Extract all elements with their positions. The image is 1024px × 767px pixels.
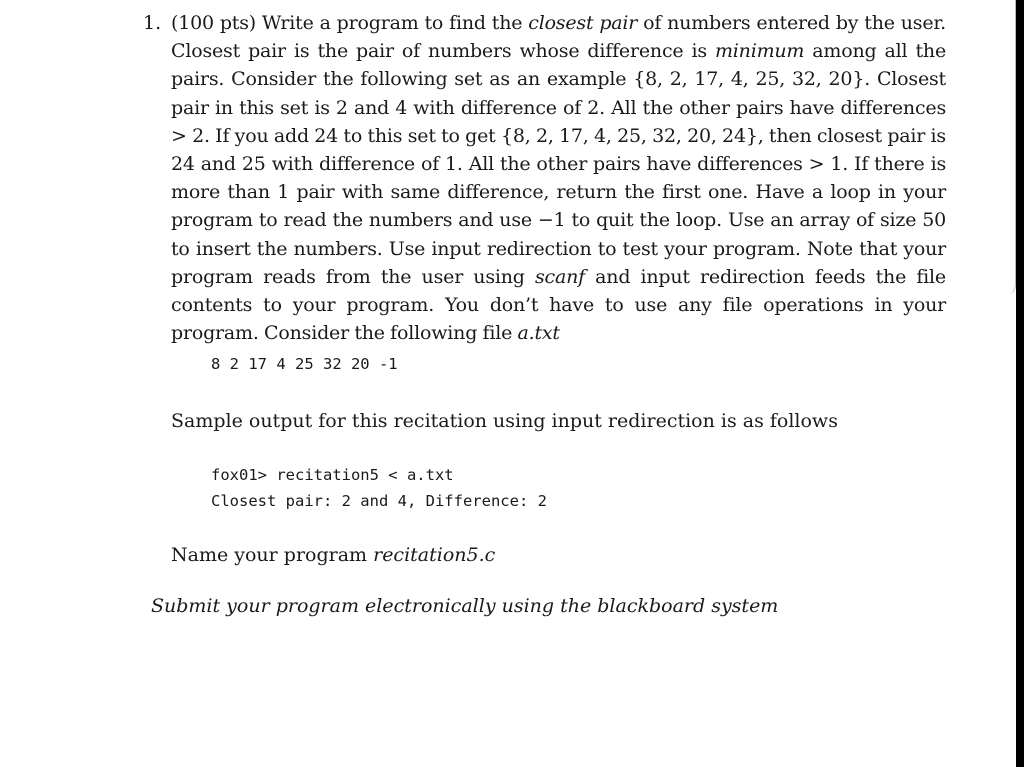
- problem-text-redirection: and input redirection feeds the file contents to your program. You don’t have to use any file operations in your program. Consider the following file: [171, 265, 946, 345]
- program-name-line: [171, 541, 495, 569]
- term-file-name: a.txt: [517, 322, 560, 345]
- submission-instruction: Submit your program electronically using the blackboard system: [151, 595, 779, 617]
- page-edge-divider: [1005, 0, 1016, 295]
- term-scanf: scanf: [534, 265, 585, 288]
- sample-command-line: fox01> recitation5 < a.txt: [211, 466, 454, 484]
- problem-number: 1.: [143, 12, 162, 34]
- problem-text-example: among all the pairs. Consider the following set as an example {8, 2, 17, 4, 25, 32, 20}. Closest pair in this set is 2 and 4 with difference of 2. All the other pairs have differences > 2. If you add 24 to this set to get {8, 2, 17, 4, 25, 32, 20, 24}, then closest pair is 24 and 25 with difference of 1. All the other pairs have differences > 1. If there is more than 1 pair with same difference, return the first one. Have a loop in your program to read the numbers and use −1 to quit the loop. Use an array of size 50 to insert the numbers. Use input redirection to test your program. Note that your program reads from the user using: [171, 40, 946, 288]
- term-minimum: minimum: [714, 40, 805, 63]
- problem-statement: [171, 9, 946, 347]
- program-file-name: recitation5.c: [373, 544, 496, 566]
- program-name-label: Name your program: [171, 544, 374, 566]
- problem-text-intro: (100 pts) Write a program to find the: [171, 12, 529, 34]
- term-closest-pair: closest pair: [528, 12, 638, 34]
- file-content-listing: 8 2 17 4 25 32 20 -1: [211, 355, 398, 373]
- sample-program-output: Closest pair: 2 and 4, Difference: 2: [211, 492, 547, 510]
- sample-output-intro: Sample output for this recitation using input redirection is as follows: [171, 410, 838, 432]
- problem-text-definition: of numbers entered by the user. Closest pair is the pair of numbers whose difference is: [171, 12, 947, 63]
